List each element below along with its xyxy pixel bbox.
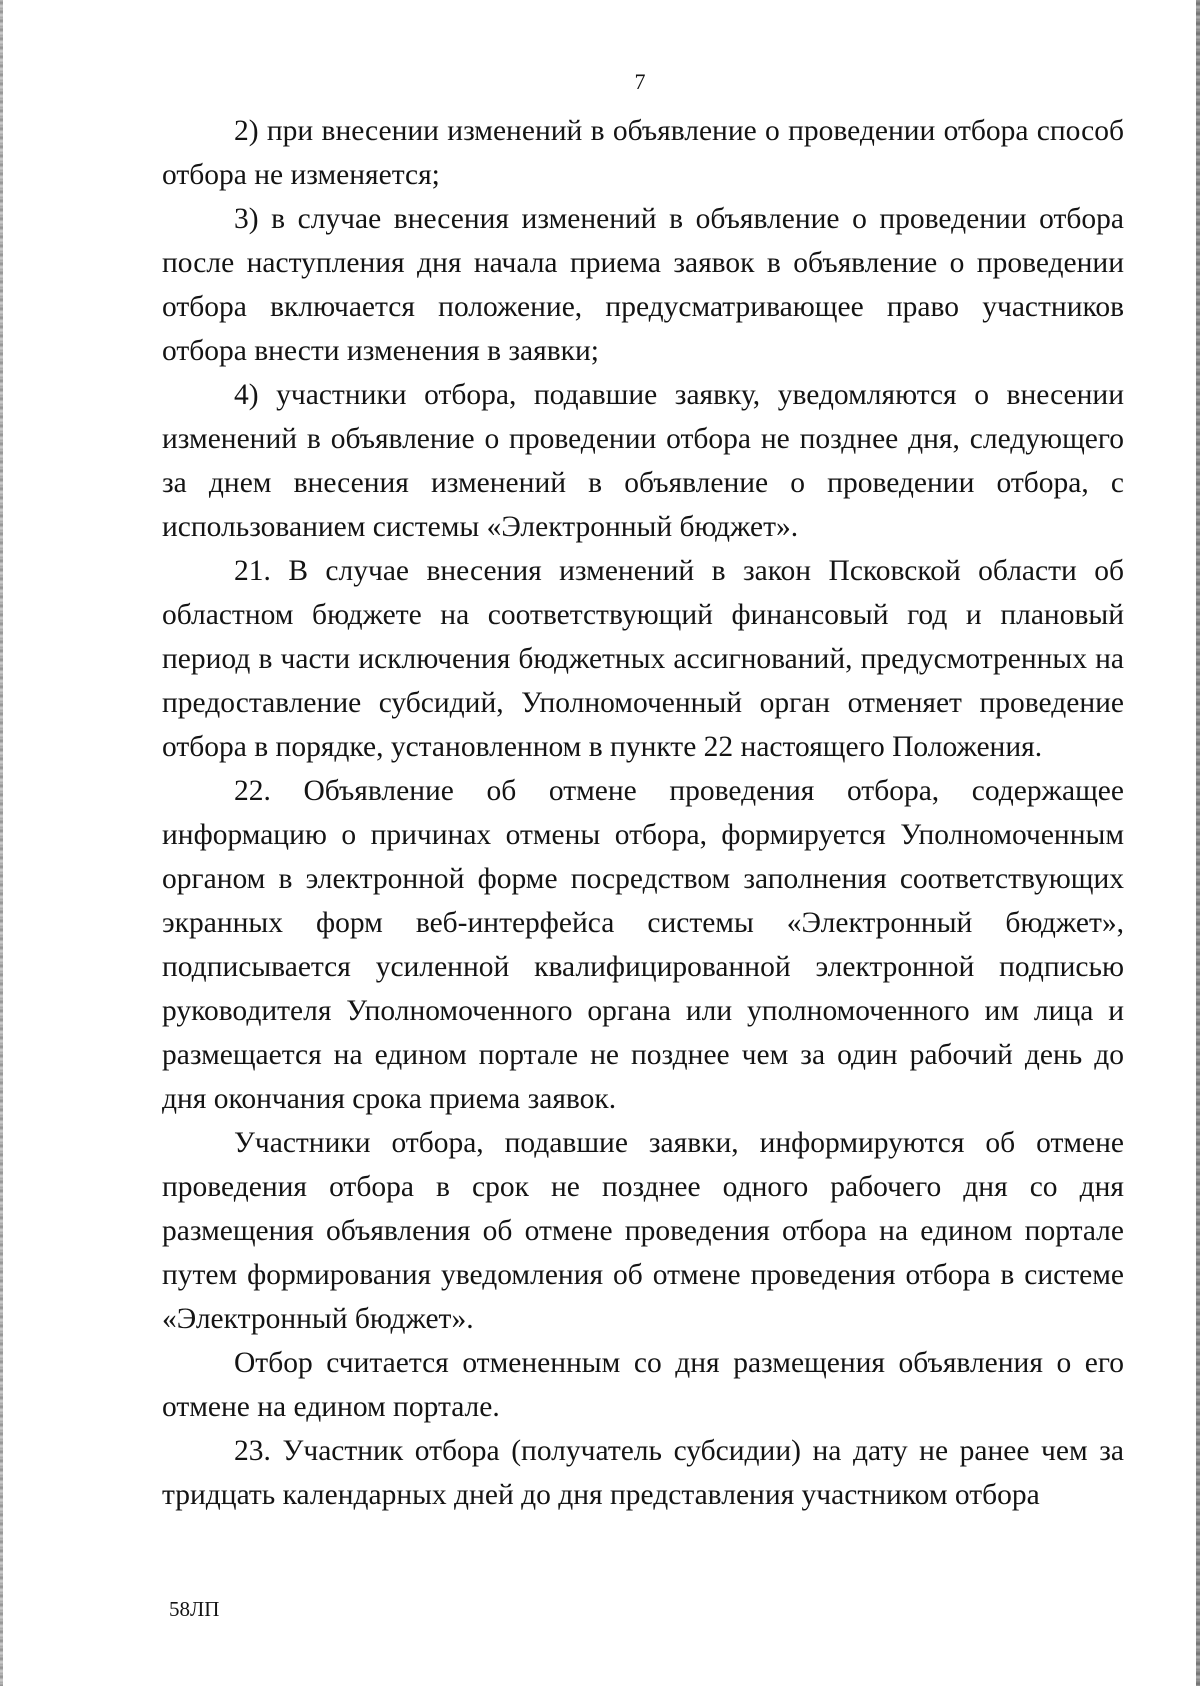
paragraph-item-3: 3) в случае внесения изменений в объявление о проведении отбора после наступления дня начала приема заявок в объявление о проведении отбора включается положение, предусматривающее право участников отбора внести изменения в заявки; [162, 203, 1124, 367]
paragraph-item-2: 2) при внесении изменений в объявление о проведении отбора способ отбора не изменяется; [162, 115, 1124, 191]
paragraph-clause-22: 22. Объявление об отмене проведения отбора, содержащее информацию о причинах отмены отбора, формируется Уполномоченным органом в электронной форме посредством заполнения соответствующих экранных форм веб-интерфейса системы «Электронный бюджет», подписывается усиленной квалифицированной электронной подписью руководителя Уполномоченного органа или уполномоченного им лица и размещается на едином портале не позднее чем за один рабочий день до дня окончания срока приема заявок. [162, 775, 1124, 1115]
document-code: 58ЛП [169, 1597, 220, 1621]
paragraph-clause-23: 23. Участник отбора (получатель субсидии) на дату не ранее чем за тридцать календарных дней до дня представления участником отбора [162, 1435, 1124, 1511]
paragraph-cancellation-date: Отбор считается отмененным со дня размещения объявления о его отмене на едином портале. [162, 1347, 1124, 1423]
paragraph-clause-21: 21. В случае внесения изменений в закон Псковской области об областном бюджете на соответствующий финансовый год и плановый период в части исключения бюджетных ассигнований, предусмотренных на предоставление субсидий, Уполномоченный орган отменяет проведение отбора в порядке, установленном в пункте 22 настоящего Положения. [162, 555, 1124, 763]
scan-edge-left [0, 0, 3, 1686]
scan-edge-right [1196, 0, 1200, 1686]
document-body [162, 109, 1124, 1517]
page-number: 7 [634, 69, 646, 94]
paragraph-item-4: 4) участники отбора, подавшие заявку, уведомляются о внесении изменений в объявление о проведении отбора не позднее дня, следующего за днем внесения изменений в объявление о проведении отбора, с использованием системы «Электронный бюджет». [162, 379, 1124, 543]
paragraph-participants-notice: Участники отбора, подавшие заявки, информируются об отмене проведения отбора в срок не позднее одного рабочего дня со дня размещения объявления об отмене проведения отбора на едином портале путем формирования уведомления об отмене проведения отбора в системе «Электронный бюджет». [162, 1127, 1124, 1335]
